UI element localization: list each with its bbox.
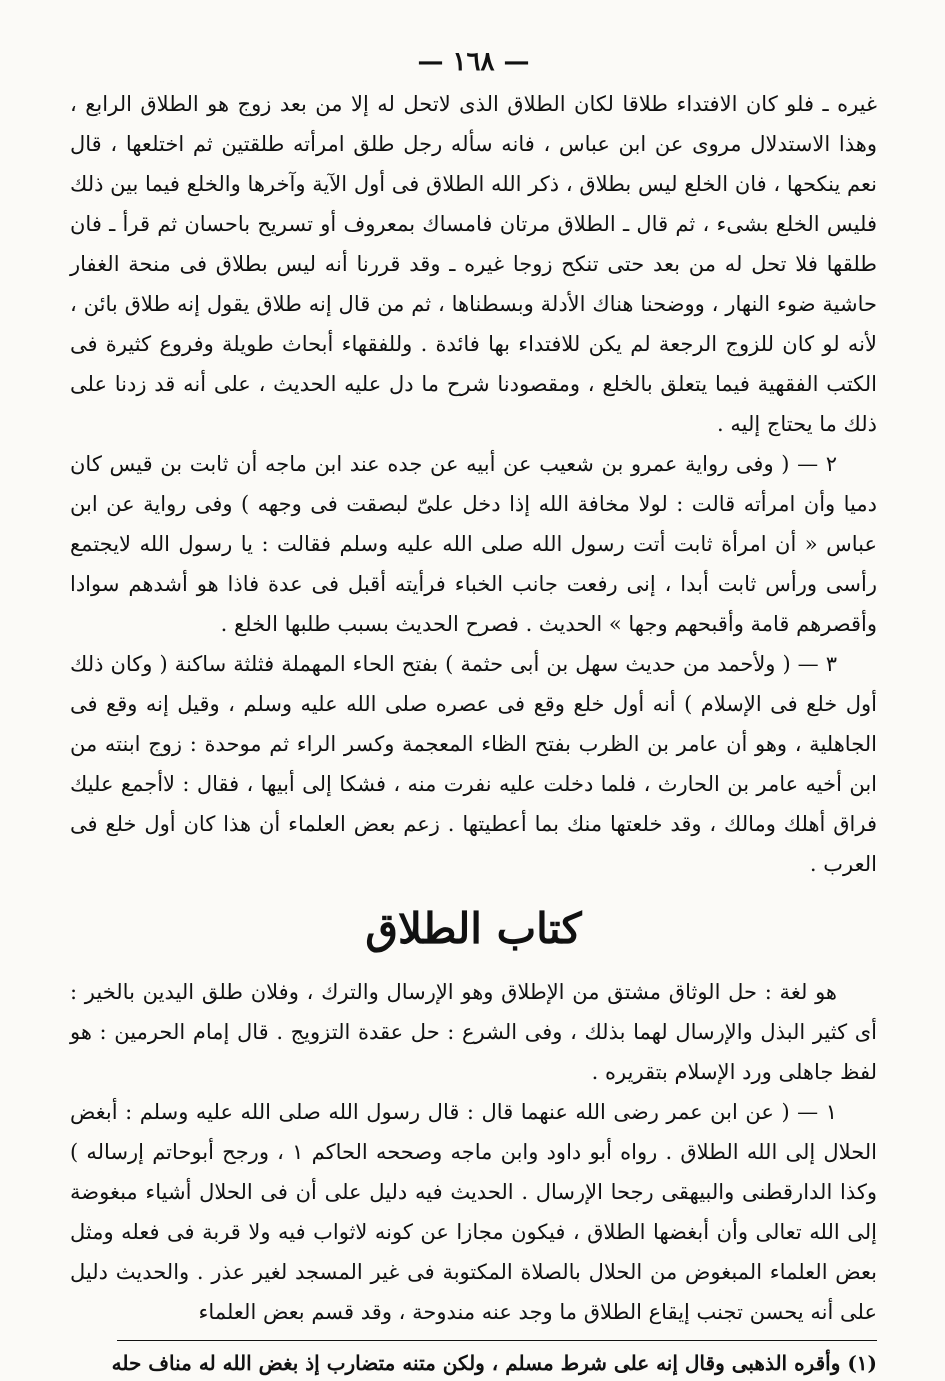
footnote-divider: [117, 1340, 877, 1341]
paragraph-hadith-2: ٢ — ( وفى رواية عمرو بن شعيب عن أبيه عن جده عند ابن ماجه أن ثابت بن قيس كان دميا وأن امرأته قالت : لولا مخافة الله إذا دخل علىّ لبصقت فى وجهه ) وفى رواية عن ابن عباس « أن امرأة ثابت أتت رسول الله صلى الله عليه وسلم فقالت : يا رسول الله لايجتمع رأسى ورأس ثابت أبدا ، إنى رفعت جانب الخباء فرأيته أقبل فى عدة فاذا هو أشدهم سوادا وأقصرهم قامة وأقبحهم وجها » الحديث . فصرح الحديث بسبب طلبها الخلع .: [70, 452, 877, 636]
paragraph-hadith-3: ٣ — ( ولأحمد من حديث سهل بن أبى حثمة ) بفتح الحاء المهملة فثلثة ساكنة ( وكان ذلك أول خلع فى الإسلام ) أنه أول خلع وقع فى عصره صلى الله عليه وسلم ، وقيل إنه وقع فى الجاهلية ، وهو أن عامر بن الظرب بفتح الظاء المعجمة وكسر الراء ثم موحدة : زوج ابنته من ابن أخيه عامر بن الحارث ، فلما دخلت عليه نفرت منه ، فشكا إلى أبيها ، فقال : لاأجمع عليك فراق أهلك ومالك ، وقد خلعتها منك بما أعطيتها . زعم بعض العلماء أن هذا كان أول خلع فى العرب .: [70, 652, 877, 876]
page-number: — ١٦٨ —: [417, 47, 530, 77]
paragraph-talaq-hadith-1: ١ — ( عن ابن عمر رضى الله عنهما قال : قال رسول الله صلى الله عليه وسلم : أبغض الحلال إلى الله الطلاق . رواه أبو داود وابن ماجه وصححه الحاكم ١ ، ورجح أبوحاتم إرساله ) وكذا الدارقطنى والبيهقى رجحا الإرسال . الحديث فيه دليل على أن فى الحلال أشياء مبغوضة إلى الله تعالى وأن أبغضها الطلاق ، فيكون مجازا عن كونه لاثواب فيه ولا قربة فى فعله ومثل بعض العلماء المبغوض من الحلال بالصلاة المكتوبة فى غير المسجد لغير عذر . والحديث دليل على أنه يحسن تجنب إيقاع الطلاق ما وجد عنه مندوحة ، وقد قسم بعض العلماء: [70, 1100, 877, 1324]
chapter-title: كتاب الطلاق: [365, 904, 582, 953]
footnote: (١) وأقره الذهبى وقال إنه على شرط مسلم ، ولكن متنه متضارب إذ بغض الله له مناف حله: [111, 1351, 877, 1375]
paragraph-khul-discussion: غيره ـ فلو كان الافتداء طلاقا لكان الطلاق الذى لاتحل له إلا من بعد زوج هو الطلاق الرابع ، وهذا الاستدلال مروى عن ابن عباس ، فانه سأله رجل طلق امرأته طلقتين ثم اختلعها ، قال نعم ينكحها ، فان الخلع ليس بطلاق ، ذكر الله الطلاق فى أول الآية وآخرها والخلع فيما بين ذلك فليس الخلع بشىء ، ثم قال ـ الطلاق مرتان فامساك بمعروف أو تسريح باحسان ثم قرأ ـ فان طلقها فلا تحل له من بعد حتى تنكح زوجا غيره ـ وقد قررنا أنه ليس بطلاق فى منحة الغفار حاشية ضوء النهار ، ووضحنا هناك الأدلة وبسطناها ، ثم من قال إنه طلاق يقول إنه طلاق بائن ، لأنه لو كان للزوج الرجعة لم يكن للافتداء بها فائدة . وللفقهاء أبحاث طويلة وفروع كثيرة فى الكتب الفقهية فيما يتعلق بالخلع ، ومقصودنا شرح ما دل عليه الحديث ، على أنه قد زدنا على ذلك ما يحتاج إليه .: [70, 92, 877, 436]
paragraph-talaq-definition: هو لغة : حل الوثاق مشتق من الإطلاق وهو الإرسال والترك ، وفلان طلق اليدين بالخير : أى كثير البذل والإرسال لهما بذلك ، وفى الشرع : حل عقدة التزويج . قال إمام الحرمين : هو لفظ جاهلى ورد الإسلام بتقريره .: [70, 980, 877, 1084]
